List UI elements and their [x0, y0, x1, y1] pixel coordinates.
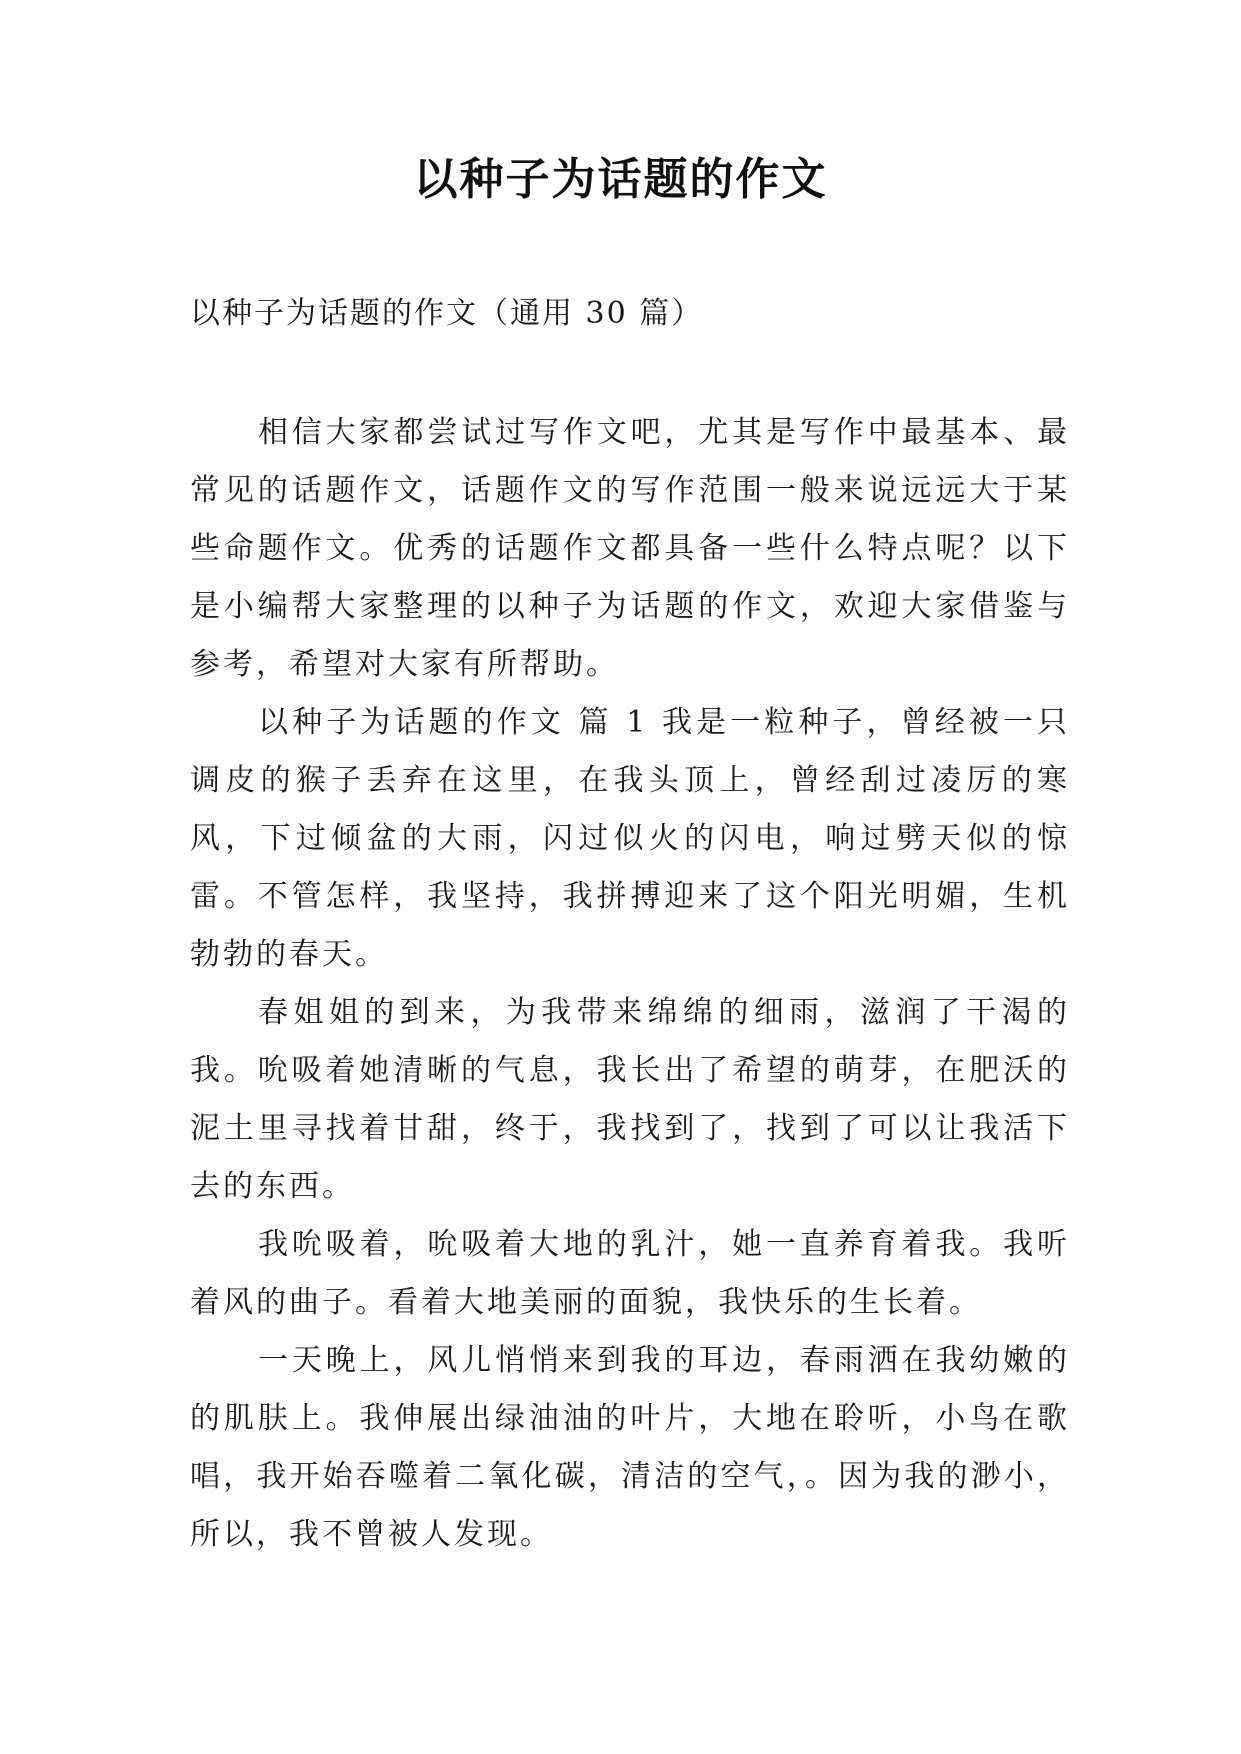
document-title: 以种子为话题的作文 [413, 154, 828, 205]
document-subtitle: 以种子为话题的作文（通用 30 篇） [190, 296, 704, 331]
paragraph-night: 一天晚上，风儿悄悄来到我的耳边，春雨洒在我幼嫩的的肌肤上。我伸展出绿油油的叶片，大地在聆听，小鸟在歌唱，我开始吞噬着二氧化碳，清洁的空气，。因为我的渺小，所以，我不曾被人发现。 [190, 1343, 1070, 1552]
document-body [190, 404, 1070, 1564]
paragraph-intro: 相信大家都尝试过写作文吧，尤其是写作中最基本、最常见的话题作文，话题作文的写作范围一般来说远远大于某些命题作文。优秀的话题作文都具备一些什么特点呢？以下是小编帮大家整理的以种子为话题的作文，欢迎大家借鉴与参考，希望对大家有所帮助。 [190, 415, 1070, 682]
paragraph-growing: 我吮吸着，吮吸着大地的乳汁，她一直养育着我。我听着风的曲子。看着大地美丽的面貌，我快乐的生长着。 [190, 1227, 1070, 1320]
paragraph-essay-1-opening: 以种子为话题的作文 篇 1 我是一粒种子，曾经被一只调皮的猴子丢弃在这里，在我头顶上，曾经刮过凌厉的寒风，下过倾盆的大雨，闪过似火的闪电，响过劈天似的惊雷。不管怎样，我坚持，我拼搏迎来了这个阳光明媚，生机勃勃的春天。 [190, 705, 1070, 972]
paragraph-spring: 春姐姐的到来，为我带来绵绵的细雨，滋润了干渴的我。吮吸着她清晰的气息，我长出了希望的萌芽，在肥沃的泥土里寻找着甘甜，终于，我找到了，找到了可以让我活下去的东西。 [190, 995, 1070, 1204]
